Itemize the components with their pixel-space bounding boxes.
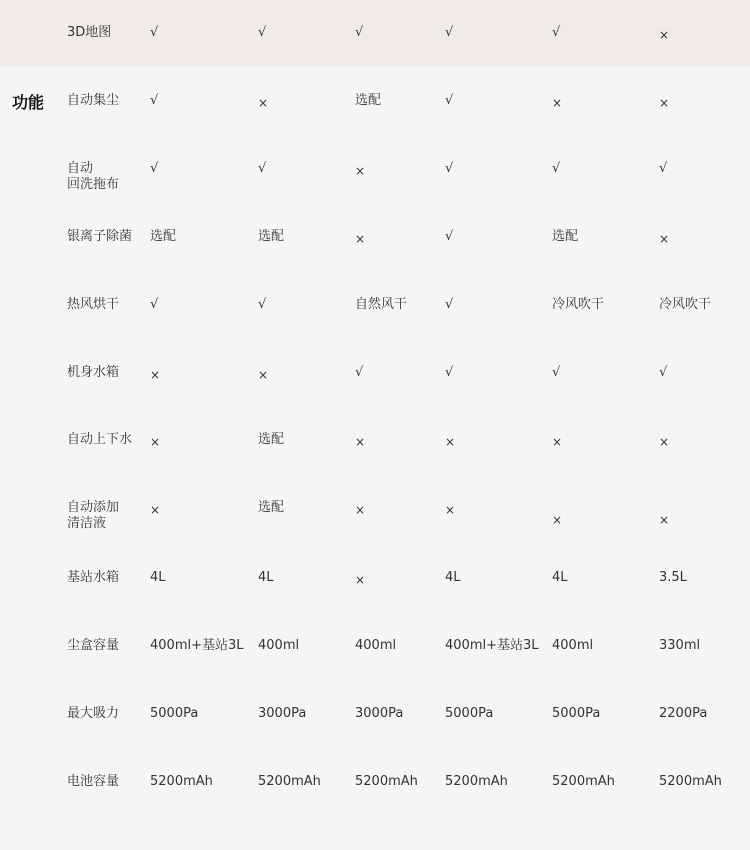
table-cell: √ bbox=[445, 93, 454, 108]
table-cell: 4L bbox=[150, 570, 166, 585]
table-cell: × bbox=[552, 513, 563, 527]
table-cell: 5200mAh bbox=[445, 774, 508, 789]
table-cell: √ bbox=[659, 161, 668, 176]
table-cell: × bbox=[150, 368, 161, 382]
table-cell: 选配 bbox=[355, 93, 382, 108]
table-cell: √ bbox=[258, 25, 267, 40]
table-cell: √ bbox=[445, 229, 454, 244]
table-cell: √ bbox=[552, 25, 561, 40]
table-cell: 选配 bbox=[258, 500, 285, 515]
table-cell: 选配 bbox=[552, 229, 579, 244]
table-cell: √ bbox=[258, 161, 267, 176]
row-label: 最大吸力 bbox=[67, 706, 120, 721]
table-cell: 4L bbox=[258, 570, 274, 585]
table-cell: 4L bbox=[445, 570, 461, 585]
row-label: 自动添加 清洁液 bbox=[67, 500, 120, 531]
row-label: 基站水箱 bbox=[67, 570, 120, 585]
table-cell: √ bbox=[445, 25, 454, 40]
table-cell: 5200mAh bbox=[258, 774, 321, 789]
table-cell: √ bbox=[445, 365, 454, 380]
table-cell: × bbox=[659, 28, 670, 42]
table-cell: × bbox=[445, 435, 456, 449]
table-cell: × bbox=[258, 368, 269, 382]
table-cell: 冷风吹干 bbox=[659, 297, 712, 312]
table-cell: × bbox=[258, 96, 269, 110]
table-cell: √ bbox=[659, 365, 668, 380]
table-cell: √ bbox=[552, 161, 561, 176]
table-cell: × bbox=[150, 503, 161, 517]
table-cell: 400ml bbox=[552, 638, 594, 653]
table-cell: 冷风吹干 bbox=[552, 297, 605, 312]
table-cell: 5200mAh bbox=[150, 774, 213, 789]
table-cell: × bbox=[445, 503, 456, 517]
table-cell: 5000Pa bbox=[552, 706, 601, 721]
table-cell: × bbox=[659, 96, 670, 110]
table-cell: √ bbox=[150, 25, 159, 40]
table-cell: × bbox=[552, 435, 563, 449]
row-label: 尘盒容量 bbox=[67, 638, 120, 653]
row-label: 自动上下水 bbox=[67, 432, 133, 447]
table-cell: 400ml bbox=[258, 638, 300, 653]
table-cell: × bbox=[552, 96, 563, 110]
row-label: 机身水箱 bbox=[67, 365, 120, 380]
table-cell: × bbox=[150, 435, 161, 449]
table-cell: 选配 bbox=[258, 229, 285, 244]
table-cell: 400ml+基站3L bbox=[445, 638, 539, 653]
table-cell: √ bbox=[150, 161, 159, 176]
table-cell: × bbox=[659, 435, 670, 449]
table-cell: 2200Pa bbox=[659, 706, 708, 721]
table-cell: × bbox=[355, 232, 366, 246]
table-cell: 3.5L bbox=[659, 570, 687, 585]
table-cell: √ bbox=[552, 365, 561, 380]
table-cell: 自然风干 bbox=[355, 297, 408, 312]
table-cell: √ bbox=[445, 161, 454, 176]
table-cell: × bbox=[355, 164, 366, 178]
table-cell: 选配 bbox=[258, 432, 285, 447]
table-cell: √ bbox=[355, 365, 364, 380]
table-cell: 5000Pa bbox=[445, 706, 494, 721]
table-cell: 400ml bbox=[355, 638, 397, 653]
row-label: 热风烘干 bbox=[67, 297, 120, 312]
row-label: 银离子除菌 bbox=[67, 229, 133, 244]
table-cell: 330ml bbox=[659, 638, 701, 653]
table-cell: × bbox=[355, 503, 366, 517]
table-cell: 3000Pa bbox=[258, 706, 307, 721]
table-cell: 400ml+基站3L bbox=[150, 638, 244, 653]
table-cell: 选配 bbox=[150, 229, 177, 244]
table-cell: × bbox=[355, 573, 366, 587]
table-cell: × bbox=[659, 232, 670, 246]
table-cell: √ bbox=[355, 25, 364, 40]
row-label: 自动集尘 bbox=[67, 93, 120, 108]
table-cell: × bbox=[355, 435, 366, 449]
table-cell: √ bbox=[150, 93, 159, 108]
table-cell: 5200mAh bbox=[355, 774, 418, 789]
row-label: 自动 回洗拖布 bbox=[67, 161, 120, 192]
table-cell: √ bbox=[150, 297, 159, 312]
row-label: 3D地图 bbox=[67, 25, 112, 40]
table-cell: 4L bbox=[552, 570, 568, 585]
table-cell: 3000Pa bbox=[355, 706, 404, 721]
table-cell: √ bbox=[445, 297, 454, 312]
table-cell: 5200mAh bbox=[659, 774, 722, 789]
table-cell: 5200mAh bbox=[552, 774, 615, 789]
section-title: 功能 bbox=[12, 93, 45, 112]
row-label: 电池容量 bbox=[67, 774, 120, 789]
table-cell: 5000Pa bbox=[150, 706, 199, 721]
table-cell: √ bbox=[258, 297, 267, 312]
table-cell: × bbox=[659, 513, 670, 527]
